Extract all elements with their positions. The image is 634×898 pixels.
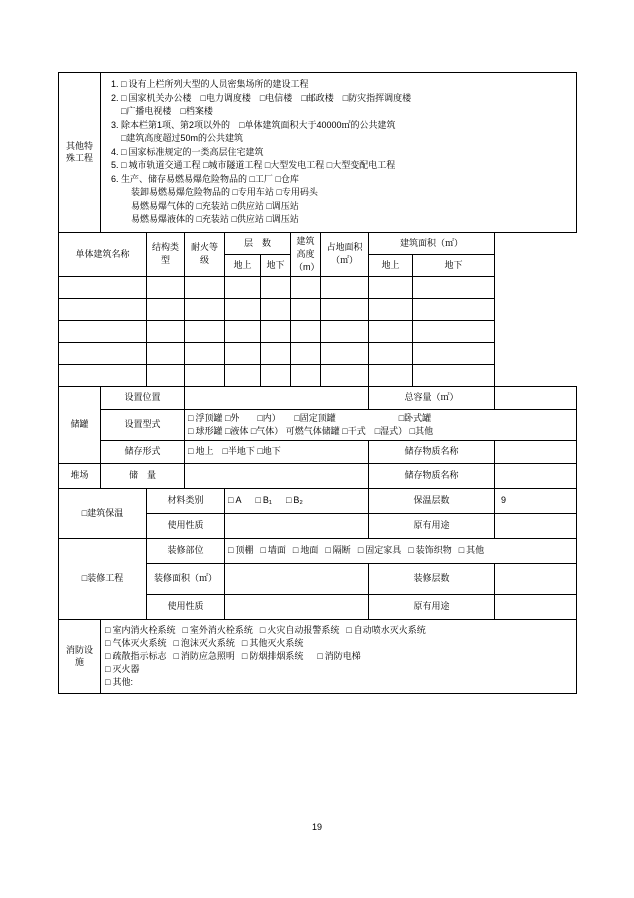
decoration-original-use-label: 原有用途 [369, 594, 495, 619]
cell-area-below[interactable] [413, 298, 495, 320]
yard-substance-name-label: 储存物质名称 [369, 463, 495, 488]
tank-storage-form-label: 储存形式 [101, 440, 185, 463]
list-item[interactable]: □ 5. 城市轨道交通工程 □城市隧道工程 □大型发电工程 □大型变配电工程 [121, 159, 572, 173]
cell-height[interactable] [291, 364, 321, 386]
fire-facility-line[interactable]: □ 疏散指示标志 □ 消防应急照明 □ 防烟排烟系统 □ 消防电梯 [105, 650, 572, 663]
tank-type-label: 设置型式 [101, 409, 185, 440]
cell-land-area[interactable] [321, 298, 369, 320]
tank-substance-name-value[interactable] [495, 440, 577, 463]
fire-facilities-label: 消防设施 [59, 619, 101, 693]
tank-storage-form-options[interactable]: □ 地上 □半地下 □地下 [185, 440, 369, 463]
decoration-original-use-value[interactable] [495, 594, 577, 619]
decoration-label: □装修工程 [59, 538, 147, 619]
tank-type-options[interactable]: □ 浮顶罐 □外 □内） □固定顶罐 □卧式罐 □ 球形罐 □液体 □气体） 可燃气体储罐 □干式 □湿式） □其他 [185, 409, 577, 440]
table-row[interactable] [59, 320, 577, 342]
yard-quantity-label: 储 量 [101, 463, 185, 488]
cell-floors-below[interactable] [261, 298, 291, 320]
fire-facilities-options[interactable] [101, 619, 577, 693]
cell-structure[interactable] [147, 342, 185, 364]
cell-structure[interactable] [147, 276, 185, 298]
header-floors-above: 地上 [225, 254, 261, 276]
decoration-usage-value[interactable] [225, 594, 369, 619]
header-land-area: 占地面积 （㎡） [321, 232, 369, 276]
decoration-area-value[interactable] [225, 563, 369, 594]
insulation-material-options[interactable]: □ A □ B₁ □ B₂ [225, 488, 369, 513]
cell-land-area[interactable] [321, 320, 369, 342]
cell-floors-above[interactable] [225, 276, 261, 298]
fire-facilities-row [59, 619, 577, 693]
decoration-area-label: 装修面积（㎡） [147, 563, 225, 594]
cell-height[interactable] [291, 320, 321, 342]
cell-area-below[interactable] [413, 342, 495, 364]
cell-floors-above[interactable] [225, 364, 261, 386]
header-floors: 层 数 [225, 232, 291, 254]
cell-building-name[interactable] [59, 276, 147, 298]
page-number: 19 [311, 822, 322, 832]
cell-land-area[interactable] [321, 276, 369, 298]
list-item[interactable]: □ 1. 设有上栏所列大型的人员密集场所的建设工程 [121, 78, 572, 92]
special-project-content [101, 73, 577, 233]
cell-land-area[interactable] [321, 364, 369, 386]
cell-area-above[interactable] [369, 364, 413, 386]
decoration-layers-label: 装修层数 [369, 563, 495, 594]
decoration-part-options[interactable]: □ 顶棚 □ 墙面 □ 地面 □ 隔断 □ 固定家具 □ 装饰织物 □ 其他 [225, 538, 577, 563]
cell-area-above[interactable] [369, 298, 413, 320]
fire-facility-line[interactable]: □ 其他: [105, 676, 572, 689]
header-area-above: 地上 [369, 254, 413, 276]
cell-fire-rating[interactable] [185, 364, 225, 386]
tank-storage-form-row [59, 440, 577, 463]
insulation-material-row [59, 488, 577, 513]
header-floors-below: 地下 [261, 254, 291, 276]
cell-floors-below[interactable] [261, 364, 291, 386]
tank-label: 储罐 [59, 386, 101, 463]
header-fire-rating: 耐火等级 [185, 232, 225, 276]
cell-floors-above[interactable] [225, 298, 261, 320]
cell-land-area[interactable] [321, 342, 369, 364]
table-row[interactable] [59, 364, 577, 386]
cell-area-below[interactable] [413, 320, 495, 342]
tank-total-capacity-value[interactable] [495, 386, 577, 409]
decoration-part-row [59, 538, 577, 563]
cell-area-below[interactable] [413, 276, 495, 298]
insulation-material-label: 材料类别 [147, 488, 225, 513]
cell-fire-rating[interactable] [185, 298, 225, 320]
cell-building-name[interactable] [59, 298, 147, 320]
tank-type-row [59, 409, 577, 440]
cell-area-above[interactable] [369, 320, 413, 342]
cell-building-name[interactable] [59, 320, 147, 342]
fire-facility-line[interactable]: □ 灭火器 [105, 663, 572, 676]
cell-area-above[interactable] [369, 276, 413, 298]
insulation-original-use-value[interactable] [495, 513, 577, 538]
cell-floors-below[interactable] [261, 320, 291, 342]
fire-protection-form [58, 72, 577, 694]
cell-area-below[interactable] [413, 364, 495, 386]
special-project-row [59, 73, 577, 233]
header-building-name: 单体建筑名称 [59, 232, 147, 276]
cell-floors-above[interactable] [225, 342, 261, 364]
insulation-original-use-label: 原有用途 [369, 513, 495, 538]
list-item[interactable]: 3. 除本栏第1项、第2项以外的 □单体建筑面积大于40000㎡的公共建筑 □建筑高度超过50m的公共建筑 [121, 119, 572, 146]
building-table-header [59, 232, 577, 254]
tank-substance-name-label: 储存物质名称 [369, 440, 495, 463]
header-area-below: 地下 [413, 254, 495, 276]
fire-facility-line[interactable]: □ 气体灭火系统 □ 泡沫灭火系统 □ 其他灭火系统 [105, 637, 572, 650]
special-project-label: 其他特殊工程 [59, 73, 101, 233]
list-item[interactable]: □ 2. 国家机关办公楼 □电力调度楼 □电信楼 □邮政楼 □防灾指挥调度楼 □广播电视楼 □档案楼 [121, 92, 572, 119]
cell-structure[interactable] [147, 320, 185, 342]
tank-location-label: 设置位置 [101, 386, 185, 409]
tank-total-capacity-label: 总容量（㎡） [369, 386, 495, 409]
decoration-layers-value[interactable] [495, 563, 577, 594]
cell-structure[interactable] [147, 298, 185, 320]
table-row[interactable] [59, 342, 577, 364]
cell-height[interactable] [291, 298, 321, 320]
yard-substance-name-value[interactable] [495, 463, 577, 488]
header-building-height: 建筑高度 （m） [291, 232, 321, 276]
header-structure-type: 结构类型 [147, 232, 185, 276]
yard-row [59, 463, 577, 488]
cell-structure[interactable] [147, 364, 185, 386]
cell-area-above[interactable] [369, 342, 413, 364]
header-building-area: 建筑面积（㎡） [369, 232, 495, 254]
tank-location-row [59, 386, 577, 409]
cell-floors-below[interactable] [261, 342, 291, 364]
yard-label: 堆场 [59, 463, 101, 488]
insulation-usage-label: 使用性质 [147, 513, 225, 538]
insulation-layers-value[interactable]: 9 [495, 488, 577, 513]
cell-floors-below[interactable] [261, 276, 291, 298]
special-project-list [103, 78, 572, 227]
insulation-label: □建筑保温 [59, 488, 147, 538]
cell-floors-above[interactable] [225, 320, 261, 342]
cell-fire-rating[interactable] [185, 320, 225, 342]
table-row[interactable] [59, 298, 577, 320]
yard-quantity-value[interactable] [185, 463, 369, 488]
cell-height[interactable] [291, 276, 321, 298]
cell-fire-rating[interactable] [185, 276, 225, 298]
insulation-layers-label: 保温层数 [369, 488, 495, 513]
decoration-usage-label: 使用性质 [147, 594, 225, 619]
table-row[interactable] [59, 276, 577, 298]
list-item[interactable]: □ 4. 国家标准规定的一类高层住宅建筑 [121, 146, 572, 160]
cell-building-name[interactable] [59, 364, 147, 386]
fire-facility-line[interactable]: □ 室内消火栓系统 □ 室外消火栓系统 □ 火灾自动报警系统 □ 自动喷水灭火系统 [105, 624, 572, 637]
cell-building-name[interactable] [59, 342, 147, 364]
cell-fire-rating[interactable] [185, 342, 225, 364]
list-item[interactable]: 6. 生产、储存易燃易爆危险物品的 □工厂 □仓库 装卸易燃易爆危险物品的 □专用车站 □专用码头 易燃易爆气体的 □充装站 □供应站 □调压站 易燃易爆液体的 □充装站 □供应站 □调压站 [121, 173, 572, 227]
insulation-usage-value[interactable] [225, 513, 369, 538]
cell-height[interactable] [291, 342, 321, 364]
tank-location-value[interactable] [185, 386, 369, 409]
decoration-part-label: 装修部位 [147, 538, 225, 563]
